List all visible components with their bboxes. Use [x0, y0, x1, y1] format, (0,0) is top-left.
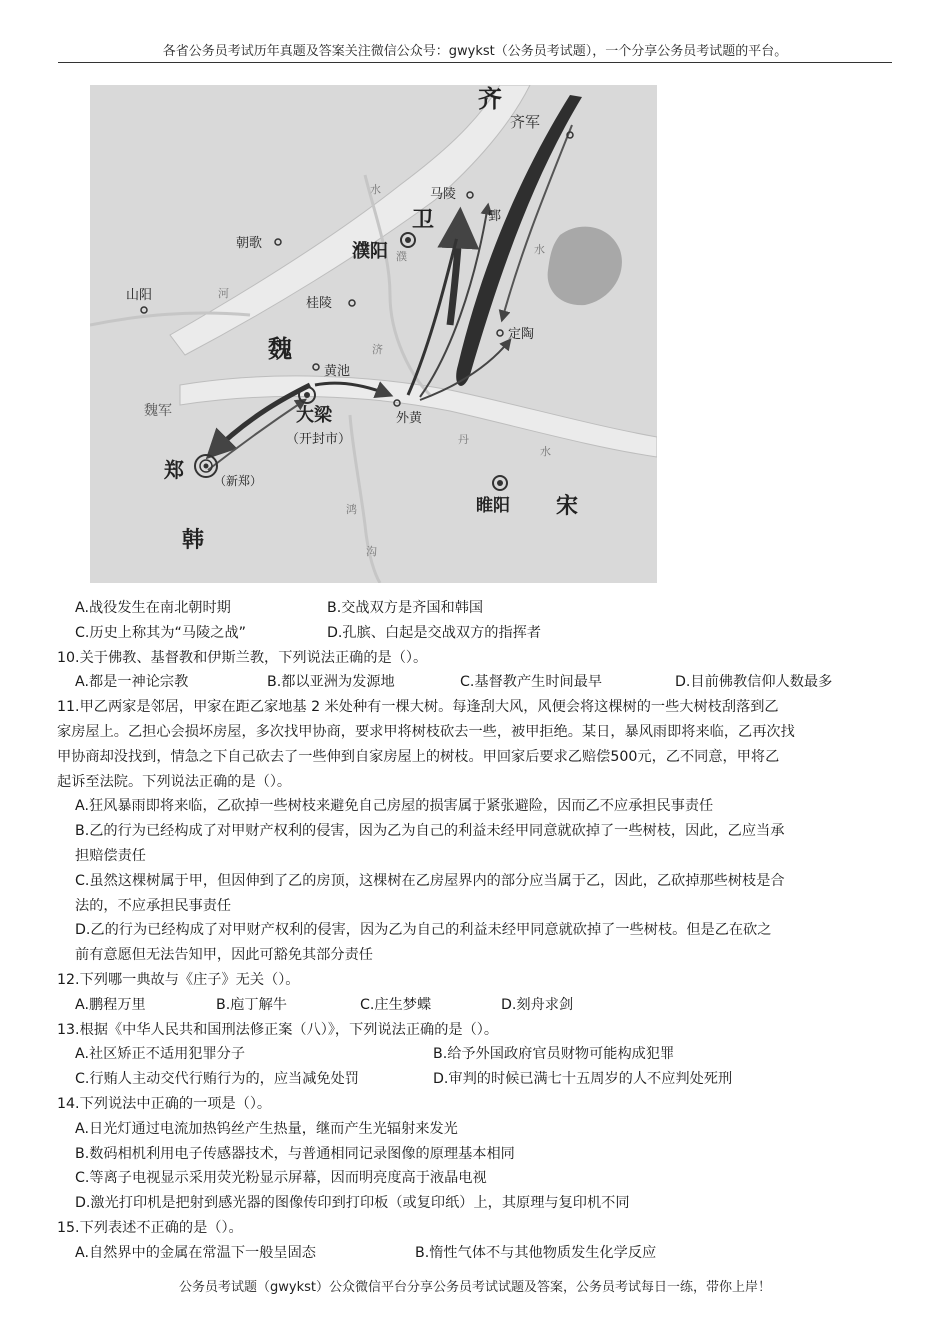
- place-shanyang: 山阳: [126, 288, 153, 303]
- state-wei-state-label: 卫: [412, 208, 435, 233]
- q14-option-b: B.数码相机利用电子传感器技术，与普通相同记录图像的原理基本相同: [75, 1145, 515, 1162]
- place-juan: 鄄: [488, 209, 502, 224]
- river-label: 沟: [366, 545, 377, 558]
- q13-options-row-1: [57, 1042, 893, 1067]
- q11-option-a: A.狂风暴雨即将来临，乙砍掉一些树枝来避免自己房屋的损害属于紧张避险，因而乙不应承担民事责任: [75, 798, 714, 815]
- question-list: [57, 596, 893, 1266]
- q11-stem-line-4: 起诉至法院。下列说法正确的是（）。: [57, 773, 292, 790]
- q14-option-c: C.等离子电视显示采用荧光粉显示屏幕，因而明亮度高于液晶电视: [75, 1170, 487, 1187]
- place-dingtao: 定陶: [508, 327, 535, 342]
- page-header: 各省公务员考试历年真题及答案关注微信公众号：gwykst（公务员考试题），一个分享公务员考试题的平台。: [162, 44, 788, 59]
- q9-option-b: B.交战双方是齐国和韩国: [327, 600, 484, 616]
- q10-option-b: B.都以亚洲为发源地: [267, 674, 395, 691]
- q12-option-b: B.庖丁解牛: [216, 996, 287, 1013]
- qi-army-label: 齐军: [510, 113, 541, 131]
- place-guiling: 桂陵: [306, 296, 333, 311]
- q14-option-a: A.日光灯通过电流加热钨丝产生热量，继而产生光辐射来发光: [75, 1120, 458, 1137]
- q13-option-b: B.给予外国政府官员财物可能构成犯罪: [433, 1046, 675, 1063]
- river-label: 濮: [396, 250, 407, 263]
- q11-option-b-line-2: 担赔偿责任: [75, 847, 146, 864]
- state-wei-label: 魏: [268, 335, 292, 363]
- river-label: 鸿: [346, 503, 357, 516]
- q12-option-a: A.鹏程万里: [75, 996, 146, 1013]
- q11-option-d-line-2: 前有意愿但无法告知甲，因此可豁免其部分责任: [75, 947, 373, 964]
- river-label: 水: [534, 243, 545, 256]
- river-label: 水: [540, 445, 551, 458]
- q9-options-row-2: [57, 621, 893, 646]
- battle-map: [90, 85, 657, 583]
- q12-stem: 12.下列哪一典故与《庄子》无关（）。: [57, 971, 300, 988]
- state-han-label: 韩: [182, 528, 205, 553]
- q10-option-a: A.都是一神论宗教: [75, 674, 189, 691]
- place-maling: 马陵: [430, 187, 457, 202]
- header-divider: [58, 62, 892, 63]
- state-qi-label: 齐: [478, 85, 502, 113]
- q13-options-row-2: [57, 1067, 893, 1092]
- q12-option-d: D.刻舟求剑: [501, 996, 574, 1013]
- q10-option-d: D.目前佛教信仰人数最多: [675, 674, 833, 691]
- place-daliang: 大梁: [296, 405, 332, 426]
- q13-option-d: D.审判的时候已满七十五周岁的人不应判处死刑: [433, 1071, 733, 1088]
- q13-option-a: A.社区矫正不适用犯罪分子: [75, 1046, 246, 1063]
- q15-stem: 15.下列表述不正确的是（）。: [57, 1219, 243, 1236]
- place-waihuang: 外黄: [396, 411, 423, 426]
- q11-stem-line-2: 家房屋上。乙担心会损坏房屋，多次找甲协商，要求甲将树枝砍去一些，被甲拒绝。某日，暴风雨即将来临，乙再次找: [57, 723, 795, 740]
- state-song-label: 宋: [556, 494, 579, 519]
- q9-options-row-1: [57, 596, 893, 621]
- place-zheng: 郑: [164, 458, 184, 482]
- river-label: 济: [372, 343, 383, 356]
- q9-option-c: C.历史上称其为“马陵之战”: [75, 624, 246, 641]
- place-huangchi: 黄池: [324, 364, 351, 379]
- q11-option-c-line-1: C.虽然这棵树属于甲，但因伸到了乙的房顶，这棵树在乙房屋界内的部分应当属于乙，因此，乙砍掉那些树枝是合: [75, 872, 785, 889]
- q15-option-b: B.惰性气体不与其他物质发生化学反应: [415, 1244, 657, 1261]
- q11-stem-line-3: 甲协商却没找到，情急之下自己砍去了一些伸到自家房屋上的树枝。甲回家后要求乙赔偿500元，乙不同意，甲将乙: [57, 748, 780, 765]
- q15-options-row-1: [57, 1241, 893, 1266]
- q12-options: [57, 993, 893, 1018]
- river-label: 丹: [458, 433, 469, 446]
- q12-option-c: C.庄生梦蝶: [360, 996, 432, 1013]
- q10-options: [57, 670, 893, 695]
- q9-option-a: A.战役发生在南北朝时期: [75, 600, 231, 616]
- q13-stem: 13.根据《中华人民共和国刑法修正案（八）》，下列说法正确的是（）。: [57, 1021, 499, 1038]
- q14-option-d: D.激光打印机是把射到感光器的图像传印到打印板（或复印纸）上，其原理与复印机不同: [75, 1195, 630, 1212]
- place-xinzheng: （新郑）: [214, 474, 263, 488]
- wei-army-label: 魏军: [144, 403, 172, 419]
- q9-option-d: D.孔膑、白起是交战双方的指挥者: [327, 624, 542, 641]
- q11-option-b-line-1: B.乙的行为已经构成了对甲财产权利的侵害，因为乙为自己的利益未经甲同意就砍掉了一些树枝，因此，乙应当承: [75, 823, 785, 840]
- page-footer: 公务员考试题（gwykst）公众微信平台分享公务员考试试题及答案，公务员考试每日一练，带你上岸！: [179, 1280, 771, 1295]
- q14-stem: 14.下列说法中正确的一项是（）。: [57, 1095, 272, 1112]
- q10-option-c: C.基督教产生时间最早: [460, 674, 603, 691]
- river-label: 河: [218, 287, 229, 300]
- place-suiyang: 睢阳: [476, 496, 510, 516]
- q11-option-c-line-2: 法的，不应承担民事责任: [75, 897, 232, 914]
- place-zhaoge: 朝歌: [236, 236, 263, 251]
- q15-option-a: A.自然界中的金属在常温下一般呈固态: [75, 1244, 316, 1261]
- q13-option-c: C.行贿人主动交代行贿行为的，应当减免处罚: [75, 1071, 359, 1088]
- river-label: 水: [370, 183, 381, 196]
- place-kaifeng: （开封市）: [286, 432, 352, 447]
- q10-stem: 10.关于佛教、基督教和伊斯兰教，下列说法正确的是（）。: [57, 649, 428, 666]
- q11-option-d-line-1: D.乙的行为已经构成了对甲财产权利的侵害，因为乙为自己的利益未经甲同意就砍掉了一些树枝。但是乙在砍之: [75, 922, 772, 939]
- q11-stem-line-1: 11.甲乙两家是邻居，甲家在距乙家地基 2 米处种有一棵大树。每逢刮大风，风便会将这棵树的一些大树枝刮落到乙: [57, 699, 779, 716]
- place-puyang: 濮阳: [352, 241, 388, 262]
